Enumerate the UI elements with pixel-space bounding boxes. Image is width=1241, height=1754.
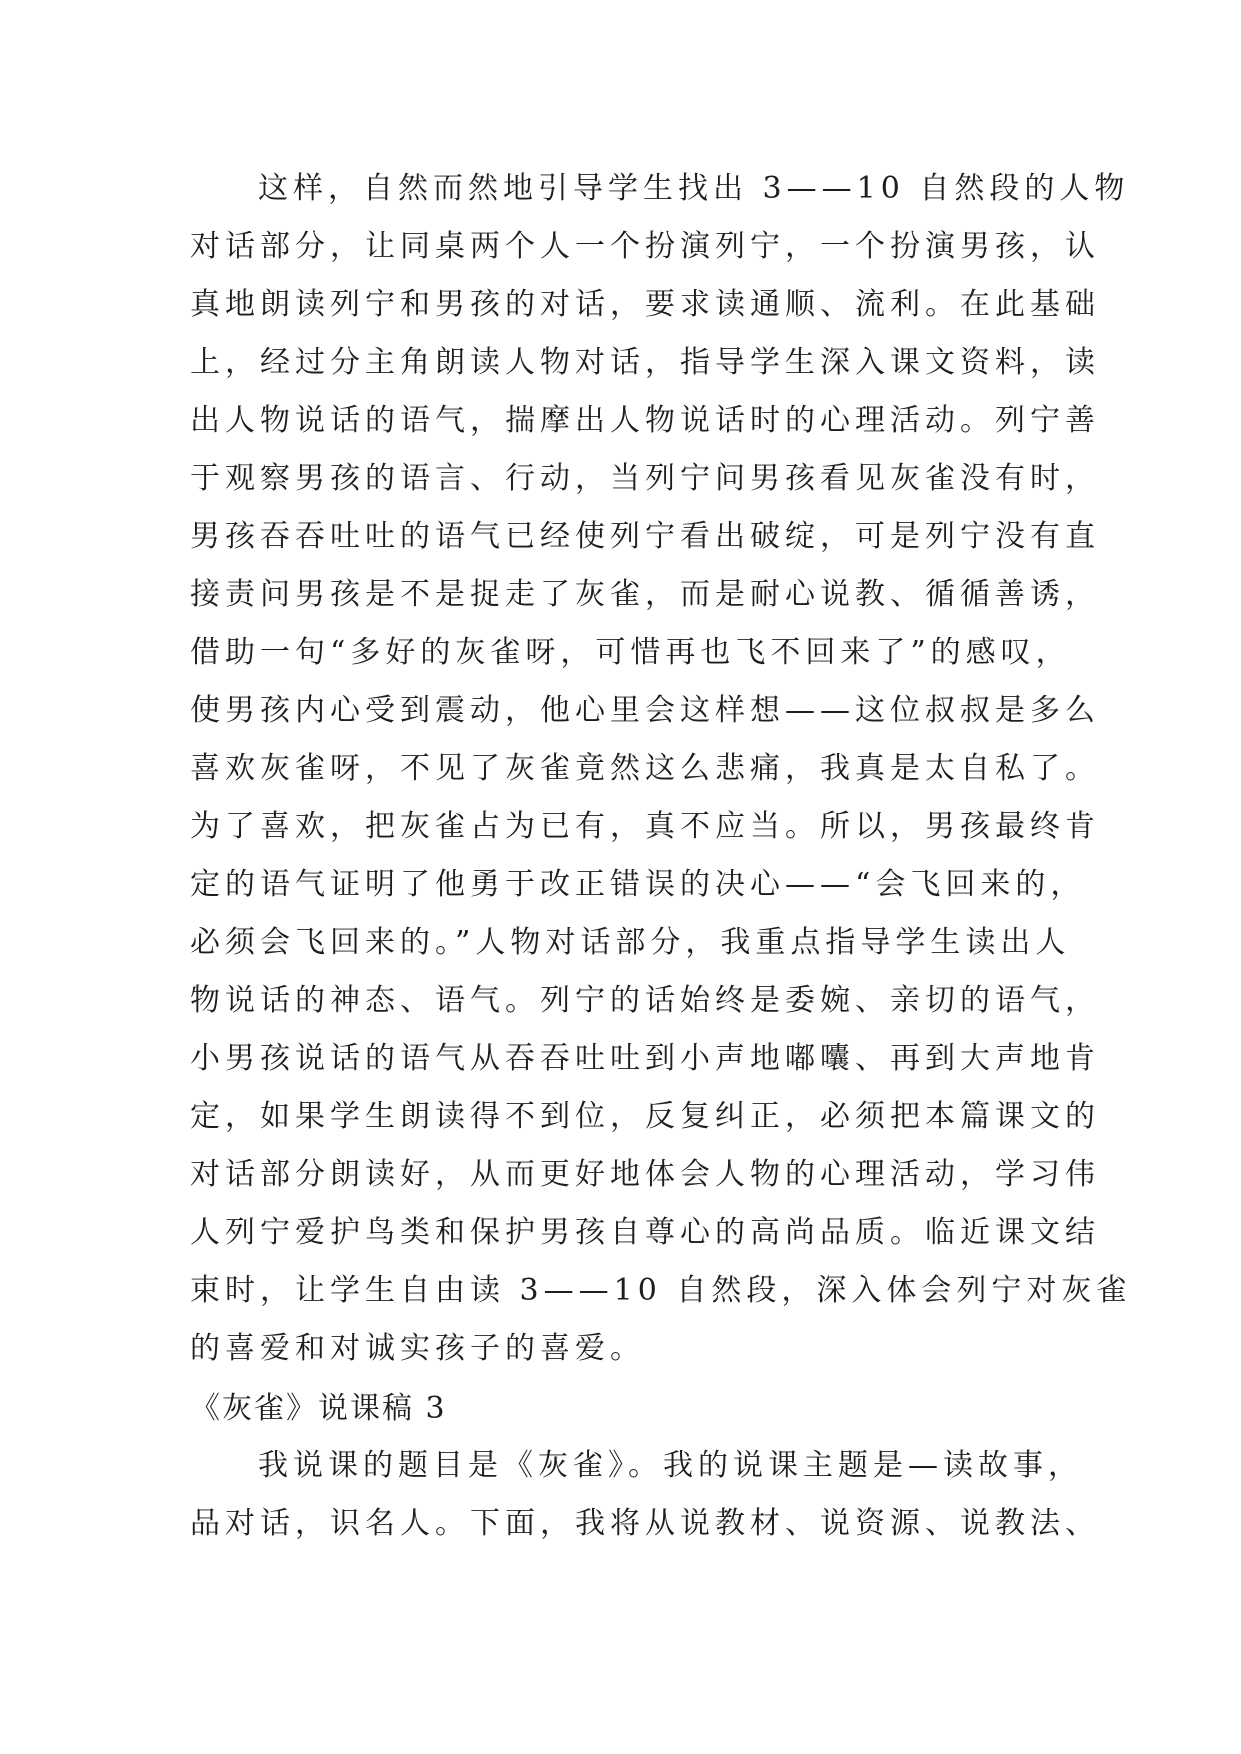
paragraph-1 [190,160,1131,1378]
text-line: 束时，让学生自由读 3——10 自然段，深入体会列宁对灰雀 [190,1273,1132,1308]
text-line: 真地朗读列宁和男孩的对话，要求读通顺、流利。在此基础 [190,287,1100,322]
text-line: 于观察男孩的语言、行动，当列宁问男孩看见灰雀没有时， [190,461,1100,496]
text-line: 喜欢灰雀呀，不见了灰雀竟然这么悲痛，我真是太自私了。 [190,751,1100,786]
text-line: 为了喜欢，把灰雀占为已有，真不应当。所以，男孩最终肯 [190,809,1100,844]
text-line: 品对话，识名人。下面，我将从说教材、说资源、说教法、 [190,1506,1100,1541]
text-line: 小男孩说话的语气从吞吞吐吐到小声地嘟囔、再到大声地肯 [190,1041,1100,1076]
paragraph-2 [190,1437,1100,1553]
text-line: 上，经过分主角朗读人物对话，指导学生深入课文资料，读 [190,345,1100,380]
text-line: 必须会飞回来的。”人物对话部分，我重点指导学生读出人 [190,925,1071,960]
text-line: 定的语气证明了他勇于改正错误的决心——“会飞回来的， [190,867,1086,902]
text-line: 对话部分，让同桌两个人一个扮演列宁，一个扮演男孩，认 [190,229,1100,264]
text-line: 物说话的神态、语气。列宁的话始终是委婉、亲切的语气， [190,983,1100,1018]
text-line: 出人物说话的语气，揣摩出人物说话时的心理活动。列宁善 [190,403,1100,438]
text-line: 这样，自然而然地引导学生找出 3——10 自然段的人物 [258,171,1130,206]
text-line: 使男孩内心受到震动，他心里会这样想——这位叔叔是多么 [190,693,1100,728]
text-line: 男孩吞吞吐吐的语气已经使列宁看出破绽，可是列宁没有直 [190,519,1100,554]
text-line: 的喜爱和对诚实孩子的喜爱。 [190,1331,645,1366]
text-line: 对话部分朗读好，从而更好地体会人物的心理活动，学习伟 [190,1157,1100,1192]
text-line: 人列宁爱护鸟类和保护男孩自尊心的高尚品质。临近课文结 [190,1215,1100,1250]
text-line: 接责问男孩是不是捉走了灰雀，而是耐心说教、循循善诱， [190,577,1100,612]
text-line: 我说课的题目是《灰雀》。我的说课主题是—读故事， [258,1448,1083,1483]
section-heading: 《灰雀》说课稿 3 [190,1391,447,1426]
text-line: 借助一句“多好的灰雀呀，可惜再也飞不回来了”的感叹， [190,635,1071,670]
text-line: 定，如果学生朗读得不到位，反复纠正，必须把本篇课文的 [190,1099,1100,1134]
